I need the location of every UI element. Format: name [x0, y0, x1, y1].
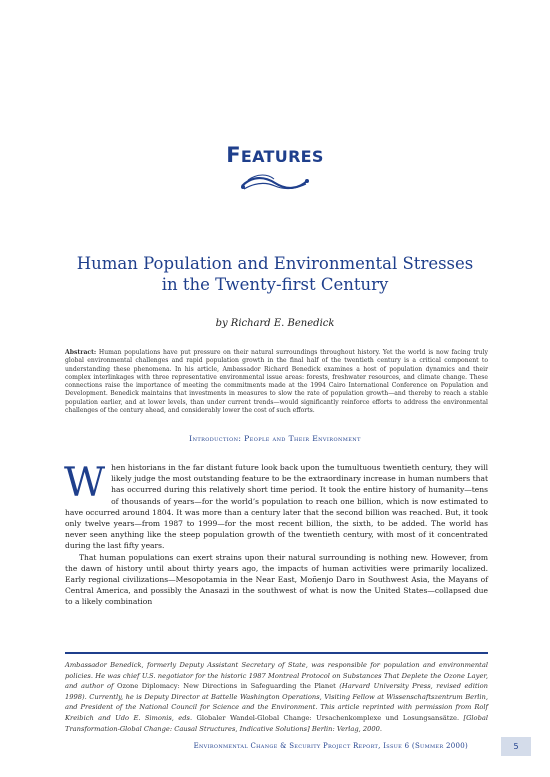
section-heading: Introduction: People and Their Environment	[189, 434, 361, 443]
article-title	[0, 253, 550, 295]
author-footnote	[65, 660, 488, 734]
paragraph-1	[65, 462, 488, 552]
page-number: 5	[501, 737, 531, 756]
article-title-line-1: Human Population and Environmental Stresses	[76, 254, 474, 273]
footnote-book-title-2: Globaler Wandel-Global Change: Ursachenkomplexe und Losungsansätze.	[196, 713, 460, 722]
byline: by Richard E. Benedick	[215, 318, 335, 329]
section-label	[0, 143, 550, 167]
ornament-flourish-icon	[238, 172, 312, 194]
abstract	[65, 349, 488, 415]
article-title-line-2: in the Twenty-first Century	[161, 275, 389, 294]
footnote-part-1: Ambassador Benedick, formerly Deputy Assistant Secretary of State, was responsible for population and environmental policies. He was chief U.S. negotiator for the historic 1987 Montreal Protocol on Substances That Deplete the Ozone Layer, and author of	[65, 661, 488, 691]
section-label-rest: EATURES	[240, 147, 324, 166]
article-body	[65, 462, 488, 608]
abstract-text: Human populations have put pressure on their natural surroundings throughout history. Yet the world is now facing truly global environmental challenges and rapid population growth in the final half of the twentieth century is a critical component to understanding these phenomena. In his article, Ambassador Richard Benedick examines a host of population dynamics and their complex interlinkages with three representative environmental issue areas: forests, freshwater resources, and climate change. These connections raise the importance of meeting the commitments made at the 1994 Cairo International Conference on Population and Development. Benedick maintains that investments in measures to slow the rate of population growth—and thereby to reach a stable population earlier, and at lower levels, than under current trends—would significantly reinforce efforts to address the environmental challenges of the century ahead, and considerably lower the cost of such efforts.	[65, 349, 488, 415]
footnote-book-title: Ozone Diplomacy: New Directions in Safeguarding the Planet	[116, 682, 336, 691]
section-label-initial: F	[226, 143, 241, 167]
footnote-part-2: (Harvard University Press, revised edition 1998). Currently, he is Deputy Director at Battelle Washington Operations, Visiting Fellow at Wissenschaftszentrum Berlin, and President of the National Council for Science and the Environment. This article reprinted with permission from Rolf Kreibich and Udo E. Simonis, eds.	[65, 682, 488, 722]
footnote-divider	[65, 652, 488, 654]
journal-footer: Environmental Change & Security Project Report, Issue 6 (Summer 2000)	[193, 742, 468, 750]
paragraph-2: That human populations can exert strains upon their natural surrounding is nothing new. However, from the dawn of history until about thirty years ago, the impacts of human activities were primarily localized. Early regional civilizations—Mesopotamia in the Near East, Moñenjo Daro in Southwest Asia, the Mayans of Central America, and possibly the Anasazi in the southwest of what is now the United States—collapsed due to a likely combination	[65, 552, 488, 607]
footnote-part-3: [Global Transformation-Global Change: Causal Structures, Indicative Solutions] Berlin: Verlag, 2000.	[65, 713, 488, 733]
abstract-label: Abstract:	[65, 349, 97, 356]
paragraph-1-text: hen historians in the far distant future look back upon the tumultuous twentieth century, they will likely judge the most outstanding feature to be the extraordinary increase in human numbers that has occurred during this relatively short time period. It took the entire history of humanity—tens of thousands of years—for the world’s population to reach one billion, which is now estimated to have occurred around 1804. It was more than a century later that the second billion was reached. But, it took only twelve years—from 1987 to 1999—for the most recent billion, the sixth, to be added. The world has never seen anything like the steep population growth of the twentieth century, with most of it concentrated during the last fifty years.	[65, 463, 488, 551]
drop-cap: W	[64, 460, 106, 506]
